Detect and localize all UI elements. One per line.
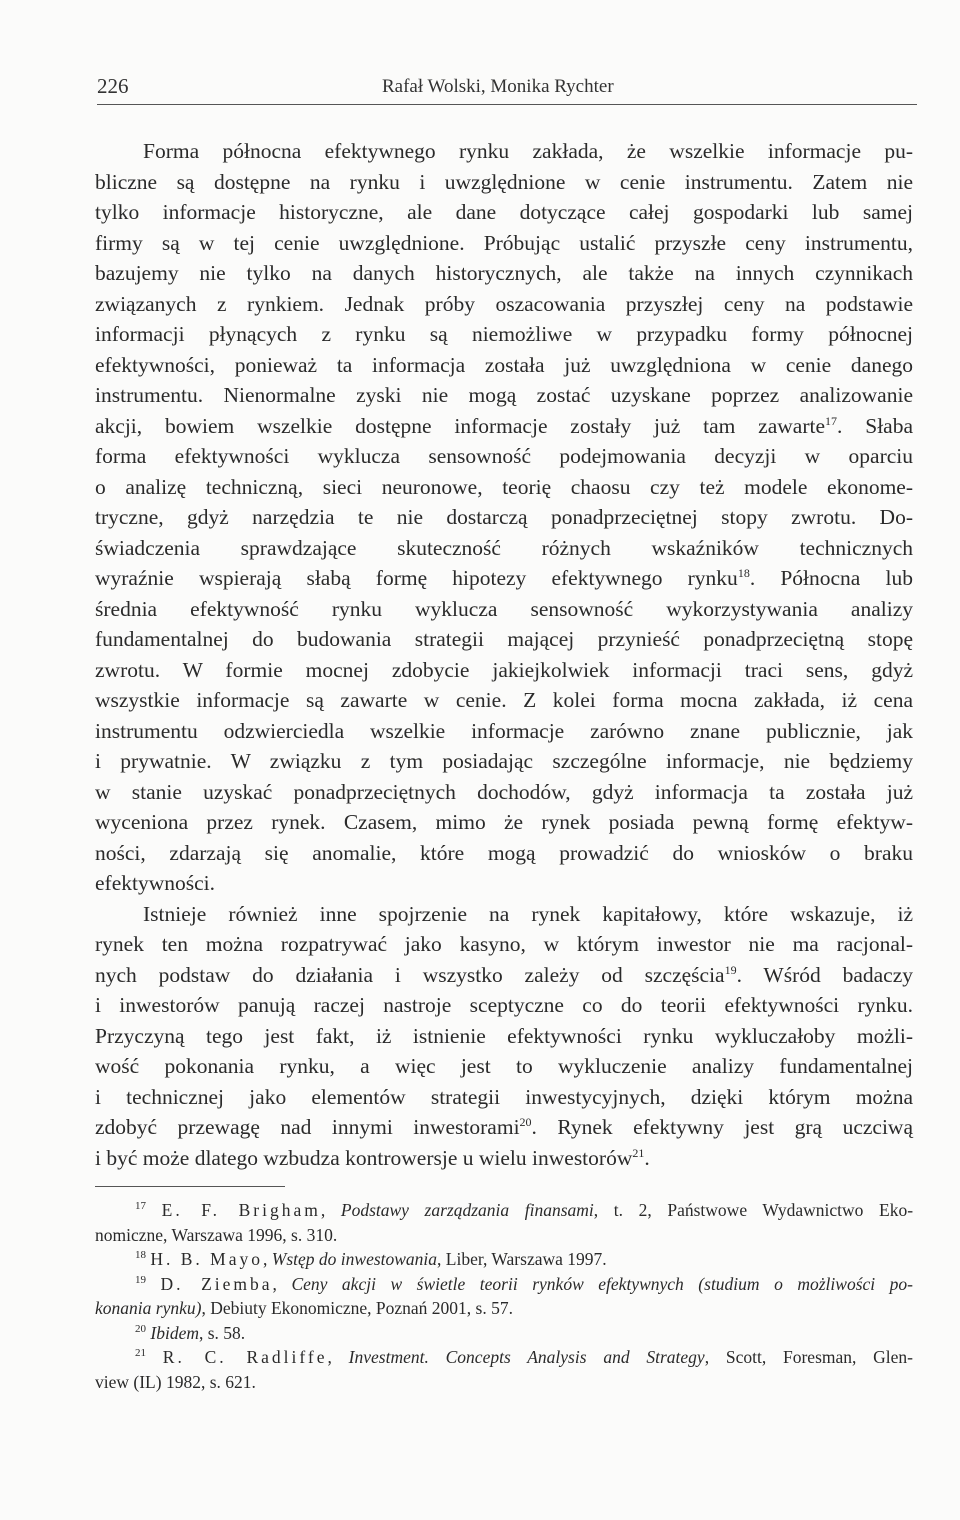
text-line: świadczenia sprawdzające skuteczność różnych wskaźników technicznych	[95, 535, 913, 560]
footnote-title: Investment. Concepts Analysis and Strategy	[348, 1347, 705, 1367]
footnote-title: Ceny akcji w świetle teorii rynków efektywnych (studium o możliwości po-	[291, 1273, 913, 1294]
text-line: wyceniona przez rynek. Czasem, mimo że rynek posiada pewną formę efektyw-	[95, 810, 913, 834]
text-line: Forma północna efektywnego rynku zakłada, że wszelkie informacje pu-	[143, 139, 913, 163]
footnote-21-cont: view (IL) 1982, s. 621.	[95, 1371, 256, 1392]
text-line: i technicznej jako elementów strategii inwestycyjnych, dzięki którym można	[95, 1084, 913, 1109]
footnote-text: , Liber, Warszawa 1997.	[437, 1249, 607, 1269]
text-segment: .	[644, 1145, 650, 1170]
footnote-ref-19: 19	[724, 962, 737, 977]
footnote-19-cont	[95, 1296, 913, 1321]
footnote-author: H. B. Mayo	[150, 1249, 264, 1269]
text-segment: . Północna lub	[749, 566, 913, 590]
text-segment: i być może dlatego wzbudza kontrowersje u wielu inwestorów	[95, 1145, 633, 1170]
footnote-number: 18	[135, 1249, 146, 1261]
footnote-title: Ibidem	[150, 1322, 199, 1343]
running-head: Rafał Wolski, Monika Rychter	[382, 76, 614, 97]
footnote-text: , Debiuty Ekonomiczne, Poznań 2001, s. 57.	[201, 1298, 513, 1318]
text-line	[95, 563, 913, 594]
footnote-ref-21: 21	[632, 1145, 645, 1160]
text-segment: wyraźnie wspierają słabą formę hipotezy efektywnego rynku	[95, 566, 738, 590]
footnote-ref-17: 17	[825, 413, 838, 428]
text-line: Przyczyną tego jest fakt, iż istnienie efektywności rynku wykluczałoby możli-	[95, 1023, 913, 1048]
footnote-21: $^{21}$ R. C. Radliffe, Investment. Concepts Analysis and Strategy, Scott, Foresman, Glen-	[135, 1347, 914, 1367]
footnote-author: E. F. Brigham	[161, 1200, 321, 1220]
footnote-number: 17	[135, 1200, 146, 1212]
text-line: średnia efektywność rynku wyklucza sensowność wykorzystywania analizy	[95, 596, 913, 621]
footnote-title: konania rynku)	[95, 1298, 202, 1318]
footnote-20	[95, 1321, 913, 1346]
page-number: 226	[97, 74, 129, 98]
footnote-18: $^{18}$ H. B. Mayo, Wstęp do inwestowania, Liber, Warszawa 1997.	[135, 1249, 607, 1269]
text-line: tylko informacje historyczne, ale dane dotyczące całej gospodarki lub samej	[95, 200, 913, 224]
text-line: związanych z rynkiem. Jednak próby oszacowania przyszłej ceny na podstawie	[95, 291, 913, 316]
text-line	[95, 1112, 913, 1143]
text-line	[95, 1143, 913, 1174]
text-line: zwrotu. W formie mocnej zdobycie jakiejkolwiek informacji traci sens, gdyż	[95, 657, 913, 682]
footnote-number: 19	[135, 1273, 146, 1286]
footnote-number: 20	[135, 1322, 146, 1335]
text-line: efektywności, ponieważ ta informacja została już uwzględniona w cenie danego	[95, 352, 913, 377]
footnote-author: D. Ziemba	[160, 1273, 273, 1294]
footnote-text: , t. 2, Państwowe Wydawnictwo Eko-	[593, 1200, 914, 1220]
text-line: tryczne, gdyż narzędzia te nie dostarczą ponadprzeciętnej stopy zwrotu. Do-	[95, 505, 913, 529]
footnote-author: R. C. Radliffe	[162, 1347, 328, 1367]
header-rule	[97, 104, 917, 105]
text-line: bazujemy nie tylko na danych historycznych, ale także na innych czynnikach	[95, 261, 913, 285]
text-segment: . Wśród badaczy	[736, 962, 913, 987]
footnote-ref-18: 18	[737, 566, 750, 580]
footnote-text: , Scott, Foresman, Glen-	[704, 1347, 914, 1367]
text-line: informacji płynących z rynku są niemożliwe w przypadku formy północnej	[95, 322, 913, 346]
text-line: bliczne są dostępne na rynku i uwzględnione w cenie instrumentu. Zatem nie	[95, 169, 913, 194]
footnote-title: Podstawy zarządzania finansami	[340, 1200, 594, 1220]
text-line: forma efektywności wyklucza sensowność podejmowania decyzji w oparciu	[95, 444, 913, 468]
footnote-text: , s. 58.	[198, 1322, 246, 1343]
text-segment: zdobyć przewagę nad innymi inwestorami	[95, 1115, 520, 1139]
footnotes	[95, 1198, 913, 1394]
text-line: firmy są w tej cenie uwzględnione. Próbując ustalić przyszłe ceny instrumentu,	[95, 230, 913, 255]
text-line: ności, zdarzają się anomalie, które mogą prowadzić do wniosków o braku	[95, 840, 913, 865]
text-line	[95, 960, 913, 991]
text-segment: . Słaba	[837, 413, 913, 438]
text-line: rynek ten można rozpatrywać jako kasyno, w którym inwestor nie ma racjonal-	[95, 932, 913, 956]
footnote-ref-20: 20	[519, 1115, 532, 1129]
footnote-title: Wstęp do inwestowania	[271, 1249, 438, 1269]
text-line: instrumentu. Nienormalne zyski nie mogą zostać uzyskane poprzez analizowanie	[95, 383, 913, 407]
text-line	[95, 411, 913, 442]
text-segment: akcji, bowiem wszelkie dostępne informacje zostały już tam zawarte	[95, 413, 826, 438]
body-text	[95, 136, 913, 1173]
text-line: Istnieje również inne spojrzenie na rynek kapitałowy, które wskazuje, iż	[143, 901, 913, 926]
text-line: o analizę techniczną, sieci neuronowe, teorię chaosu czy też modele ekonome-	[95, 474, 913, 499]
footnote-17-cont: nomiczne, Warszawa 1996, s. 310.	[95, 1224, 338, 1245]
footnote-number: 21	[135, 1347, 146, 1359]
footnote-rule	[95, 1186, 285, 1187]
text-line: i prywatnie. W związku z tym posiadając szczególne informacje, nie będziemy	[95, 749, 913, 773]
text-line: w stanie uzyskać ponadprzeciętnych dochodów, gdyż informacja ta została już	[95, 779, 913, 804]
text-line: wość pokonania rynku, a więc jest to wykluczenie analizy fundamentalnej	[95, 1054, 913, 1078]
text-line: wszystkie informacje są zawarte w cenie. Z kolei forma mocna zakłada, iż cena	[95, 688, 913, 712]
text-line: efektywności.	[95, 871, 216, 895]
text-line: i inwestorów panują raczej nastroje sceptyczne co do teorii efektywności rynku.	[95, 993, 913, 1017]
text-line: instrumentu odzwierciedla wszelkie informacje zarówno znane publicznie, jak	[95, 718, 913, 743]
text-line: fundamentalnej do budowania strategii mającej przynieść ponadprzeciętną stopę	[95, 627, 913, 651]
footnote-19: $^{19}$ D. Ziemba, Ceny akcji w świetle teorii rynków efektywnych (studium o możliwości po-	[135, 1273, 913, 1294]
footnote-17: $^{17}$ E. F. Brigham, Podstawy zarządzania finansami, t. 2, Państwowe Wydawnictwo Eko-	[135, 1200, 914, 1220]
page-header	[97, 74, 917, 104]
text-segment: nych podstaw do działania i wszystko zależy od szczęścia	[95, 962, 725, 987]
text-segment: . Rynek efektywny jest grą uczciwą	[531, 1115, 913, 1139]
